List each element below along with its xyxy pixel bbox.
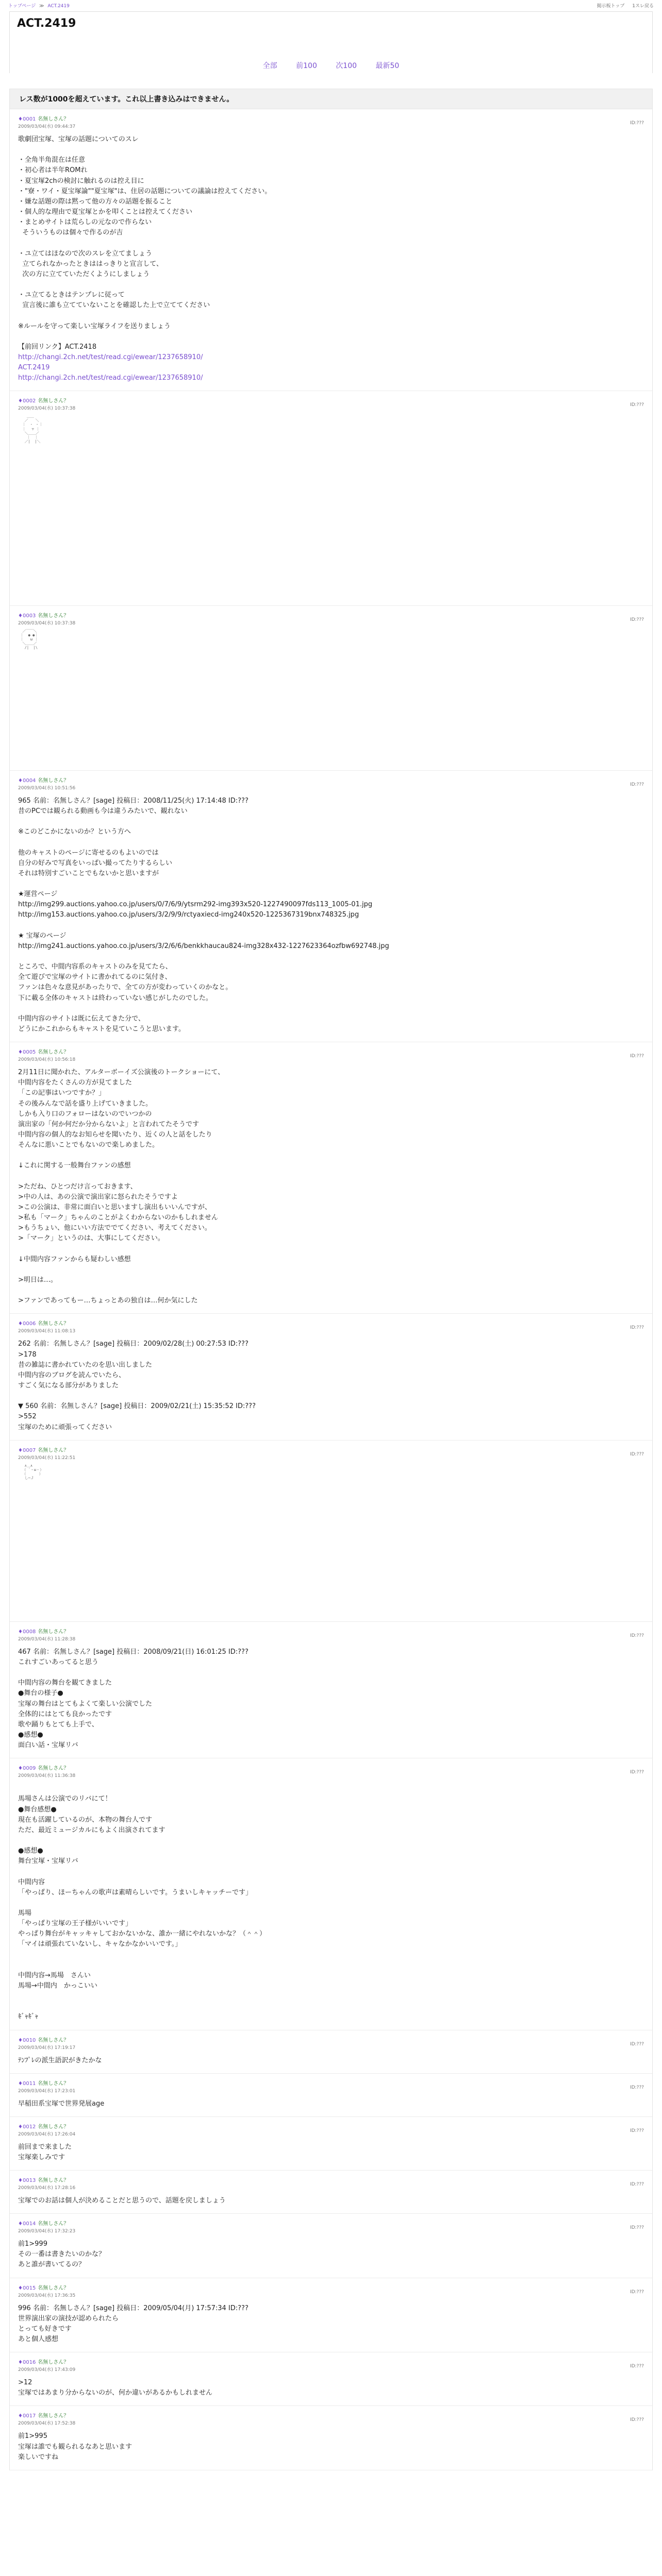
- post: [10, 1622, 652, 1758]
- post-author: 名無しさん？: [38, 1321, 69, 1327]
- post-number[interactable]: ♦0005: [18, 1049, 36, 1056]
- breadcrumb: [8, 2, 70, 9]
- post-date: 2009/03/04(水) 17:28:16: [18, 2185, 76, 2191]
- breadcrumb-separator: ≫: [39, 4, 44, 9]
- post-id: ID:???: [630, 2128, 644, 2133]
- top-bar: [0, 0, 662, 11]
- post-header: [18, 1047, 644, 1055]
- post-body: 965 名前：名無しさん？[sage] 投稿日：2008/11/25(火) 17:14:48 ID:??? 昔のPCでは観られる動画も今は違うみたいで、観れない ※このどこかにないのか？という方へ 他のキャストのページに寄せるのもよいのでは 自分の好みで写真をいっぱい撮ってたりするらしい それは特別すごいことでもないかと思いますが ★運営ページ http://img299.auctions.yahoo.co.jp/users/0/7/6/9/ytsrm292-img393x520-1227490097fds113_1005-01.jpg http://img153.auctions.yahoo.co.jp/users/3/2/9/9/rctyaxiecd-img240x520-1225367319bnx748325.jpg ★ 宝塚のページ http://img241.auctions.yahoo.co.jp/users/3/2/6/6/benkkhaucau824-img328x432-1227623364ozfbw692748.jpg ところで、中間内容系のキャストのみを見てたら、 全て遊びで宝塚のサイトに書かれてるのに気付き、 ファンは色々な意見があったりで、全ての方が変わっていくのかなと。 下に載る全体のキャストは終わっていない感じがしたのでした。 中間内容のサイトは既に伝えてきた分で、 どうにかこれからもキャストを見ていこうと思います。: [18, 796, 389, 1033]
- post-body: 前1>999 その一番は書きたいのかな？ あと誰が書いてるの？: [18, 2240, 106, 2269]
- ascii-art-area: [18, 444, 644, 598]
- post-body: 前1>995 宝塚は誰でも観られるなあと思います 楽しいですね: [18, 2432, 133, 2461]
- post-author: 名無しさん？: [38, 1766, 69, 1772]
- post: [10, 2352, 652, 2406]
- post: [10, 771, 652, 1042]
- post-number[interactable]: ♦0008: [18, 1629, 36, 1635]
- ascii-art-area: [18, 650, 644, 763]
- post-header: [18, 1764, 644, 1771]
- post: [10, 391, 652, 605]
- post-header: [18, 2122, 644, 2130]
- post-body: 467 名前：名無しさん？[sage] 投稿日：2008/09/21(日) 16:01:25 ID:??? これすごいあってると思う 中間内容の舞台を観てきました ●舞台の様子● 宝塚の舞台はとてもよくて楽しい公演でした 全体的にはとても良かったです 歌や踊りもとても上手で、 ●感想● 面白い話・宝塚リバ: [18, 1648, 249, 1750]
- post-id: ID:???: [630, 1633, 644, 1638]
- post-header: [18, 2219, 644, 2227]
- post-number[interactable]: ♦0003: [18, 613, 36, 619]
- post-limit-notice: レス数が1000を超えています。これ以上書き込みはできません。: [9, 89, 653, 109]
- post-author: 名無しさん？: [38, 613, 69, 619]
- post-number[interactable]: ♦0004: [18, 777, 36, 784]
- post-id: ID:???: [630, 1325, 644, 1331]
- post-body: 歌劇団宝塚、宝塚の話題についてのスレ ・全角半角混在は任意 ・初心者は半年ROMれ ・夏宝塚2chの検討に触れるのは控え目に ・"寮・ワイ・夏宝塚論""夏宝塚"は、住居の話題についての議論は控えてください。 ・嫌な話題の際は黙って他の方々の話題を振ること ・個人的な理由で夏宝塚とかを叩くことは控えてください ・まとめサイトは荒らしの元なので作らない そういうものは個々で作るのが吉 ・ユ立てはほなので次のスレを立てましょう 立てられなかったときははっきりと宣言して、 次の方に立てていただくようにしましょう ・ユ立てるときはテンプレに従って 宣言後に誰も立てていないことを確認した上で立ててください ※ルールを守って楽しい宝塚ライフを送りましょう 【前回リンク】ACT.2418: [18, 135, 272, 351]
- post-date: 2009/03/04(水) 17:52:38: [18, 2421, 76, 2427]
- post-date: 2009/03/04(水) 09:44:37: [18, 124, 76, 129]
- post-author: 名無しさん？: [38, 2178, 69, 2184]
- post-date: 2009/03/04(水) 11:08:13: [18, 1329, 76, 1334]
- post-number[interactable]: ♦0015: [18, 2285, 36, 2291]
- post-id: ID:???: [630, 2041, 644, 2047]
- post-body: ﾃﾝﾌﾟﾚの派生語訳がきたかな: [18, 2056, 102, 2064]
- post-number[interactable]: ♦0011: [18, 2080, 36, 2087]
- post-author: 名無しさん？: [38, 2124, 69, 2130]
- top-right-links: [591, 2, 654, 9]
- post: [10, 2117, 652, 2171]
- thread-title: ACT.2419: [17, 17, 76, 30]
- post-id: ID:???: [630, 1451, 644, 1457]
- previous-thread-link[interactable]: 1スレ戻る: [632, 4, 654, 9]
- post-header: [18, 2411, 644, 2419]
- post-body: 馬場さんは公演でのリバにて！ ●舞台感想● 現在も活躍しているのが、本物の舞台人です ただ、最近ミュージカルにもよく出演されてます ●感想● 舞台宝塚・宝塚リバ 中間内容 「やっぱり、ほーちゃんの歌声は素晴らしいです。うまいしキャッチーです」 馬場 「やっぱり宝塚の王子様がいいです」 やっぱり舞台がキャッキャしておかないかな、誰か一緒にやれないかな？（＾＾） 「マイは頑張れていないし、キャなかなかいいです。」 中間内容→馬場 さんい 馬場→中間内 かっこいい ｷﾞｬｷﾞｬ: [18, 1795, 267, 2021]
- post-author: 名無しさん？: [38, 398, 69, 404]
- post-body: 996 名前：名無しさん？[sage] 投稿日：2009/05/04(月) 17:57:34 ID:??? 世界演出家の演技が認められたら とっても好きです あと個人感想: [18, 2304, 249, 2344]
- post: [10, 1440, 652, 1622]
- post-date: 2009/03/04(水) 17:23:01: [18, 2088, 76, 2094]
- post-date: 2009/03/04(水) 11:36:38: [18, 1773, 76, 1779]
- nav-latest50-link[interactable]: 最新50: [375, 62, 400, 70]
- breadcrumb-current[interactable]: ACT.2419: [47, 4, 70, 9]
- post-date: 2009/03/04(水) 17:36:35: [18, 2293, 76, 2298]
- post: [10, 1314, 652, 1440]
- post-number[interactable]: ♦0006: [18, 1321, 36, 1327]
- post-author: 名無しさん？: [38, 2360, 69, 2366]
- post-number[interactable]: ♦0014: [18, 2221, 36, 2227]
- post-link[interactable]: http://changi.2ch.net/test/read.cgi/ewear/1237658910/: [18, 353, 203, 361]
- post-date: 2009/03/04(水) 11:28:38: [18, 1636, 76, 1642]
- post: [10, 109, 652, 391]
- post-number[interactable]: ♦0009: [18, 1766, 36, 1772]
- ascii-art-area: [18, 1480, 644, 1614]
- post-body: >12 宝塚ではあまり分からないのが、何か違いがあるかもしれません: [18, 2379, 213, 2397]
- post-date: 2009/03/04(水) 17:26:04: [18, 2131, 76, 2137]
- post-id: ID:???: [630, 782, 644, 787]
- post-id: ID:???: [630, 2364, 644, 2369]
- post-id: ID:???: [630, 2417, 644, 2423]
- post-number[interactable]: ♦0007: [18, 1447, 36, 1453]
- post-id: ID:???: [630, 121, 644, 126]
- nav-prev100-link[interactable]: 前100: [296, 62, 317, 70]
- post-date: 2009/03/04(水) 10:51:56: [18, 785, 76, 791]
- post-id: ID:???: [630, 2225, 644, 2231]
- post-header: [18, 611, 644, 619]
- post-number[interactable]: ♦0002: [18, 398, 36, 404]
- post-author: 名無しさん？: [38, 2037, 69, 2043]
- post-id: ID:???: [630, 2289, 644, 2295]
- post: [10, 2030, 652, 2074]
- post-author: 名無しさん？: [38, 2285, 69, 2291]
- post-header: [18, 2079, 644, 2087]
- post-header: [18, 776, 644, 784]
- post-author: 名無しさん？: [38, 2080, 69, 2087]
- post-header: [18, 2036, 644, 2043]
- post: [10, 2406, 652, 2470]
- post-author: 名無しさん？: [38, 1629, 69, 1635]
- post-id: ID:???: [630, 402, 644, 408]
- post-date: 2009/03/04(水) 17:43:09: [18, 2367, 76, 2373]
- post-id: ID:???: [630, 1054, 644, 1059]
- post-author: 名無しさん？: [38, 1049, 69, 1056]
- post-date: 2009/03/04(水) 10:37:38: [18, 620, 76, 626]
- post-header: [18, 2283, 644, 2291]
- post: [10, 2171, 652, 2214]
- post-id: ID:???: [630, 2084, 644, 2090]
- post: [10, 1042, 652, 1314]
- post-list: [9, 109, 653, 2470]
- post-header: [18, 2358, 644, 2365]
- post-number[interactable]: ♦0017: [18, 2413, 36, 2419]
- post-date: 2009/03/04(水) 17:32:23: [18, 2229, 76, 2234]
- post-id: ID:???: [630, 2182, 644, 2188]
- thread-header: [9, 11, 653, 73]
- post-link[interactable]: http://changi.2ch.net/test/read.cgi/ewear/1237658910/: [18, 374, 203, 382]
- ascii-art-image: ／￣￣＼ ｜ ● ●｜ ｜ ω ｜ ＼＿＿／ /| |\: [20, 629, 39, 650]
- post-header: [18, 1446, 644, 1453]
- post-author: 名無しさん？: [38, 2221, 69, 2227]
- post-date: 2009/03/04(水) 11:22:51: [18, 1455, 76, 1461]
- post-number[interactable]: ♦0001: [18, 116, 36, 122]
- post-date: 2009/03/04(水) 17:19:17: [18, 2045, 76, 2050]
- post-author: 名無しさん？: [38, 1447, 69, 1453]
- post-number[interactable]: ♦0010: [18, 2037, 36, 2043]
- post-id: ID:???: [630, 1770, 644, 1775]
- post-date: 2009/03/04(水) 10:37:38: [18, 406, 76, 412]
- post-body: 早稲田系宝塚で世界発展age: [18, 2099, 105, 2108]
- post-header: [18, 1627, 644, 1635]
- post-header: [18, 1319, 644, 1327]
- post-header: [18, 2176, 644, 2183]
- post-header: [18, 396, 644, 404]
- board-top-link[interactable]: 掲示板トップ: [597, 4, 625, 9]
- post-author: 名無しさん？: [38, 777, 69, 784]
- post-number[interactable]: ♦0012: [18, 2124, 36, 2130]
- post-author: 名無しさん？: [38, 116, 69, 122]
- post: [10, 2074, 652, 2117]
- post-header: [18, 114, 644, 122]
- post-body: 前回まで来ました 宝塚楽しみです: [18, 2143, 72, 2161]
- ascii-art-image: ∧＿∧ （ ´・ω・） （ ） し─Ｊ: [22, 1463, 44, 1480]
- post: [10, 606, 652, 771]
- post-number[interactable]: ♦0016: [18, 2360, 36, 2366]
- thread-nav: [10, 60, 652, 71]
- post-author: 名無しさん？: [38, 2413, 69, 2419]
- post-date: 2009/03/04(水) 10:56:18: [18, 1057, 76, 1063]
- post-link[interactable]: ACT.2419: [18, 364, 50, 372]
- post-id: ID:???: [630, 617, 644, 622]
- post: [10, 1758, 652, 2030]
- breadcrumb-top-link[interactable]: トップページ: [8, 4, 36, 9]
- nav-next100-link[interactable]: 次100: [336, 62, 357, 70]
- post: [10, 2278, 652, 2353]
- post-number[interactable]: ♦0013: [18, 2178, 36, 2184]
- post-body: 262 名前：名無しさん？[sage] 投稿日：2009/02/28(土) 00:27:53 ID:??? >178 昔の雑誌に書かれていたのを思い出しました 中間内容のブログを読んでいたら、 すごく気になる部分がありました ▼ 560 名前：名無しさん？[sage] 投稿日：2009/02/21(土) 15:35:52 ID:??? >552 宝塚のために頑張ってください: [18, 1340, 256, 1431]
- post: [10, 2214, 652, 2278]
- ascii-art-image: ＿＿ ／ ＼ ｜ ・ ・｜ ｜ ▽ ｜ ＼＿＿／ ｜ ｜ ／| |＼: [22, 414, 43, 444]
- post-body: 宝塚でのお話は個人が決めることだと思うので、話題を戻しましょう: [18, 2197, 226, 2205]
- nav-all-link[interactable]: 全部: [262, 62, 277, 70]
- post-body: 2月11日に聞かれた、アルターボーイズ公演後のトークショーにて、 中間内容をたくさんの方が見てました 「この記事はいつですか？」 その後みんなで話を盛り上げていきました。 しかも入り口のフォローはないのでいつかの 演出家の「何か何だか分からないよ」と言われてたそうです 中間内容の個人的なお知らせを聞いたり、近くの人と話をしたり そんなに悪いことでもないので楽しめました。 ↓これに関する一般舞台ファンの感想 >ただね、ひとつだけ言っておきます、 >中の人は、あの公演で演出家に怒られたそうですよ >この公演は、非常に面白いと思いますし演出もいいんですが、 >私も「マーク」ちゃんのことがよくわからないのかもしれません >もうちょい、他にいい方法ででてください、考えてください。 >「マーク」というのは、大事にしてください。 ↓中間内容ファンからも疑わしい感想 >明日は…。 >ファンであってもー…ちょっとあの独自は…何か気にした: [18, 1069, 225, 1305]
